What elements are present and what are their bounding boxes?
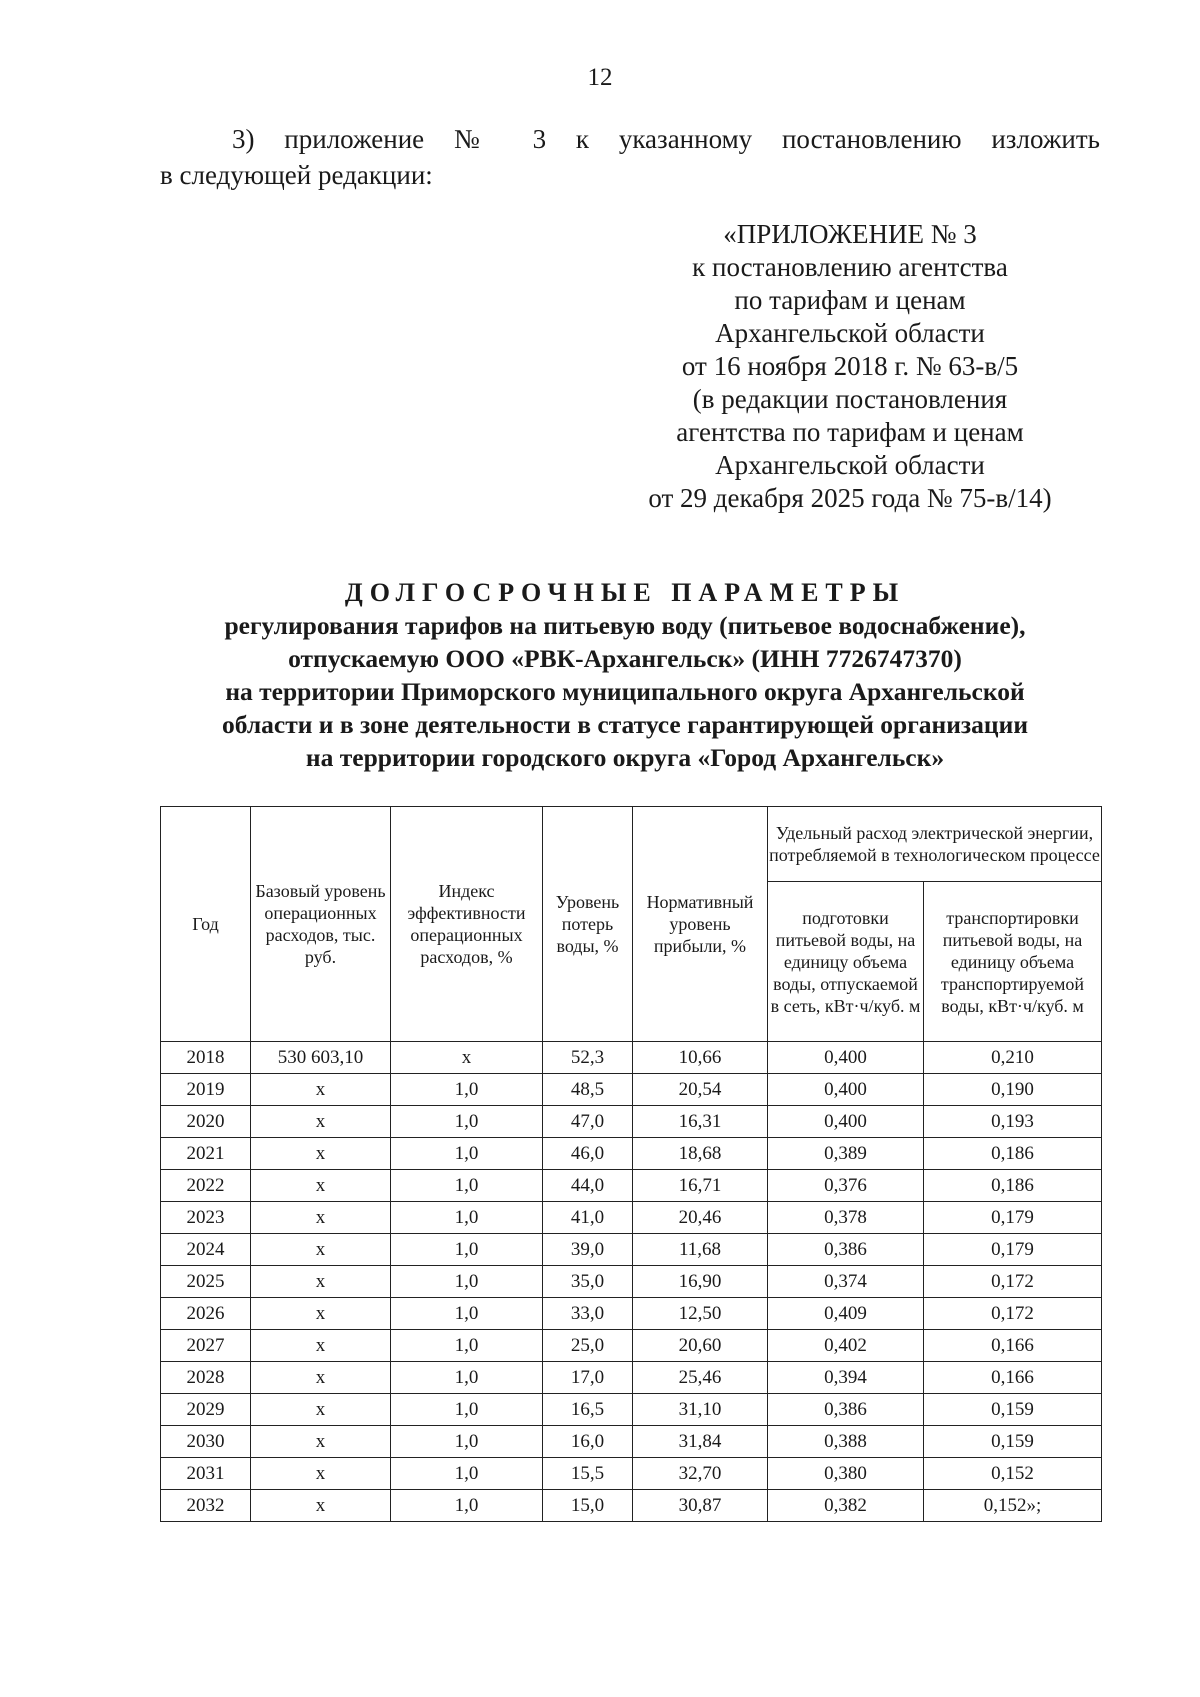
cell-year: 2026 [161, 1298, 251, 1330]
cell-energy-prep: 0,389 [768, 1138, 924, 1170]
table-row [161, 1458, 1102, 1490]
cell-water-loss: 16,5 [543, 1394, 633, 1426]
cell-energy-transport: 0,190 [924, 1074, 1102, 1106]
cell-efficiency-index: 1,0 [391, 1330, 543, 1362]
cell-energy-prep: 0,394 [768, 1362, 924, 1394]
appendix-line: от 16 ноября 2018 г. № 63-в/5 [681, 351, 1019, 381]
cell-water-loss: 41,0 [543, 1202, 633, 1234]
cell-water-loss: 39,0 [543, 1234, 633, 1266]
cell-efficiency-index: 1,0 [391, 1394, 543, 1426]
cell-efficiency-index: 1,0 [391, 1266, 543, 1298]
cell-efficiency-index: 1,0 [391, 1362, 543, 1394]
cell-profit: 31,10 [633, 1394, 768, 1426]
cell-profit: 16,90 [633, 1266, 768, 1298]
cell-energy-prep: 0,400 [768, 1106, 924, 1138]
cell-energy-transport: 0,186 [924, 1170, 1102, 1202]
cell-base-level: х [251, 1330, 391, 1362]
cell-energy-prep: 0,376 [768, 1170, 924, 1202]
cell-energy-transport: 0,193 [924, 1106, 1102, 1138]
cell-year: 2019 [161, 1074, 251, 1106]
document-heading [150, 576, 1100, 774]
cell-base-level: х [251, 1490, 391, 1522]
cell-energy-prep: 0,380 [768, 1458, 924, 1490]
cell-efficiency-index: 1,0 [391, 1458, 543, 1490]
cell-profit: 12,50 [633, 1298, 768, 1330]
table-row [161, 1202, 1102, 1234]
cell-water-loss: 16,0 [543, 1426, 633, 1458]
table-row [161, 1138, 1102, 1170]
cell-energy-transport: 0,179 [924, 1234, 1102, 1266]
header-energy-transport: транспортировки питьевой воды, на единицу объема транспортируемой воды, кВт·ч/куб. м [924, 882, 1102, 1042]
cell-profit: 10,66 [633, 1042, 768, 1074]
cell-energy-transport: 0,186 [924, 1138, 1102, 1170]
cell-water-loss: 44,0 [543, 1170, 633, 1202]
cell-profit: 18,68 [633, 1138, 768, 1170]
cell-profit: 11,68 [633, 1234, 768, 1266]
cell-water-loss: 17,0 [543, 1362, 633, 1394]
cell-profit: 16,31 [633, 1106, 768, 1138]
cell-water-loss: 52,3 [543, 1042, 633, 1074]
cell-efficiency-index: 1,0 [391, 1234, 543, 1266]
cell-efficiency-index: 1,0 [391, 1490, 543, 1522]
cell-energy-transport: 0,152»; [924, 1490, 1102, 1522]
appendix-line: к постановлению агентства [692, 252, 1008, 282]
cell-profit: 20,60 [633, 1330, 768, 1362]
cell-year: 2031 [161, 1458, 251, 1490]
cell-energy-prep: 0,409 [768, 1298, 924, 1330]
cell-year: 2032 [161, 1490, 251, 1522]
cell-year: 2023 [161, 1202, 251, 1234]
cell-energy-prep: 0,386 [768, 1394, 924, 1426]
cell-year: 2024 [161, 1234, 251, 1266]
table-row [161, 1298, 1102, 1330]
cell-water-loss: 15,5 [543, 1458, 633, 1490]
cell-base-level: 530 603,10 [251, 1042, 391, 1074]
table-row [161, 1490, 1102, 1522]
cell-profit: 25,46 [633, 1362, 768, 1394]
appendix-line: Архангельской области [715, 450, 985, 480]
header-base-level: Базовый уровень операционных расходов, тыс. руб. [251, 807, 391, 1042]
appendix-line: агентства по тарифам и ценам [676, 417, 1024, 447]
cell-energy-prep: 0,374 [768, 1266, 924, 1298]
cell-water-loss: 33,0 [543, 1298, 633, 1330]
heading-line: регулирования тарифов на питьевую воду (питьевое водоснабжение), [224, 611, 1026, 640]
cell-base-level: х [251, 1202, 391, 1234]
heading-title: ДОЛГОСРОЧНЫЕ ПАРАМЕТРЫ [344, 578, 906, 607]
cell-base-level: х [251, 1106, 391, 1138]
cell-energy-prep: 0,400 [768, 1042, 924, 1074]
appendix-line: по тарифам и ценам [734, 285, 966, 315]
cell-base-level: х [251, 1266, 391, 1298]
cell-base-level: х [251, 1458, 391, 1490]
intro-line-1 [160, 121, 1100, 157]
cell-year: 2020 [161, 1106, 251, 1138]
cell-energy-prep: 0,382 [768, 1490, 924, 1522]
appendix-line: Архангельской области [715, 318, 985, 348]
table-row [161, 1106, 1102, 1138]
appendix-line: «ПРИЛОЖЕНИЕ № 3 [723, 219, 977, 249]
cell-profit: 30,87 [633, 1490, 768, 1522]
table-row [161, 1394, 1102, 1426]
cell-efficiency-index: 1,0 [391, 1202, 543, 1234]
header-energy-prep: подготовки питьевой воды, на единицу объема воды, отпускаемой в сеть, кВт·ч/куб. м [768, 882, 924, 1042]
appendix-block [640, 218, 1060, 515]
cell-water-loss: 35,0 [543, 1266, 633, 1298]
cell-year: 2018 [161, 1042, 251, 1074]
cell-energy-prep: 0,378 [768, 1202, 924, 1234]
heading-line: отпускаемую ООО «РВК-Архангельск» (ИНН 7726747370) [288, 644, 962, 673]
cell-efficiency-index: 1,0 [391, 1298, 543, 1330]
cell-energy-transport: 0,159 [924, 1426, 1102, 1458]
intro-text-2: в следующей редакции: [160, 160, 433, 190]
cell-energy-transport: 0,172 [924, 1266, 1102, 1298]
cell-profit: 31,84 [633, 1426, 768, 1458]
cell-energy-transport: 0,159 [924, 1394, 1102, 1426]
cell-year: 2030 [161, 1426, 251, 1458]
cell-efficiency-index: х [391, 1042, 543, 1074]
appendix-line: от 29 декабря 2025 года № 75-в/14) [648, 483, 1052, 513]
cell-energy-prep: 0,388 [768, 1426, 924, 1458]
cell-energy-prep: 0,386 [768, 1234, 924, 1266]
table-row [161, 1330, 1102, 1362]
cell-efficiency-index: 1,0 [391, 1074, 543, 1106]
cell-base-level: х [251, 1394, 391, 1426]
cell-profit: 20,54 [633, 1074, 768, 1106]
table-body [161, 1042, 1102, 1522]
header-efficiency-index: Индекс эффективности операционных расходов, % [391, 807, 543, 1042]
cell-base-level: х [251, 1074, 391, 1106]
page-number: 12 [587, 64, 613, 91]
cell-energy-prep: 0,402 [768, 1330, 924, 1362]
table-row [161, 1266, 1102, 1298]
cell-year: 2028 [161, 1362, 251, 1394]
cell-energy-transport: 0,152 [924, 1458, 1102, 1490]
header-year: Год [161, 807, 251, 1042]
cell-base-level: х [251, 1426, 391, 1458]
cell-energy-transport: 0,166 [924, 1362, 1102, 1394]
cell-year: 2027 [161, 1330, 251, 1362]
cell-water-loss: 25,0 [543, 1330, 633, 1362]
appendix-line: (в редакции постановления [692, 384, 1008, 414]
parameters-table [160, 806, 1102, 1522]
cell-water-loss: 48,5 [543, 1074, 633, 1106]
table-row [161, 1362, 1102, 1394]
cell-efficiency-index: 1,0 [391, 1106, 543, 1138]
cell-base-level: х [251, 1362, 391, 1394]
header-water-loss: Уровень потерь воды, % [543, 807, 633, 1042]
cell-base-level: х [251, 1170, 391, 1202]
cell-profit: 32,70 [633, 1458, 768, 1490]
cell-base-level: х [251, 1234, 391, 1266]
heading-line: на территории Приморского муниципального округа Архангельской [225, 677, 1025, 706]
cell-year: 2029 [161, 1394, 251, 1426]
table-row [161, 1170, 1102, 1202]
cell-water-loss: 46,0 [543, 1138, 633, 1170]
intro-text-1: 3) приложение № 3 к указанному постановлению изложить [232, 124, 1100, 154]
cell-profit: 20,46 [633, 1202, 768, 1234]
cell-efficiency-index: 1,0 [391, 1170, 543, 1202]
heading-line: области и в зоне деятельности в статусе гарантирующей организации [221, 710, 1029, 739]
table-row [161, 1234, 1102, 1266]
cell-energy-transport: 0,210 [924, 1042, 1102, 1074]
cell-profit: 16,71 [633, 1170, 768, 1202]
intro-line-2 [160, 157, 1100, 193]
table-row [161, 1074, 1102, 1106]
header-profit: Нормативный уровень прибыли, % [633, 807, 768, 1042]
header-energy-group: Удельный расход электрической энергии, потребляемой в технологическом процессе [768, 807, 1102, 882]
cell-year: 2025 [161, 1266, 251, 1298]
cell-efficiency-index: 1,0 [391, 1426, 543, 1458]
cell-efficiency-index: 1,0 [391, 1138, 543, 1170]
cell-energy-transport: 0,172 [924, 1298, 1102, 1330]
cell-energy-transport: 0,166 [924, 1330, 1102, 1362]
cell-base-level: х [251, 1138, 391, 1170]
table-row [161, 1042, 1102, 1074]
table-row [161, 1426, 1102, 1458]
cell-water-loss: 15,0 [543, 1490, 633, 1522]
cell-water-loss: 47,0 [543, 1106, 633, 1138]
cell-energy-prep: 0,400 [768, 1074, 924, 1106]
cell-energy-transport: 0,179 [924, 1202, 1102, 1234]
cell-year: 2021 [161, 1138, 251, 1170]
heading-line: на территории городского округа «Город Архангельск» [305, 743, 945, 772]
cell-base-level: х [251, 1298, 391, 1330]
cell-year: 2022 [161, 1170, 251, 1202]
